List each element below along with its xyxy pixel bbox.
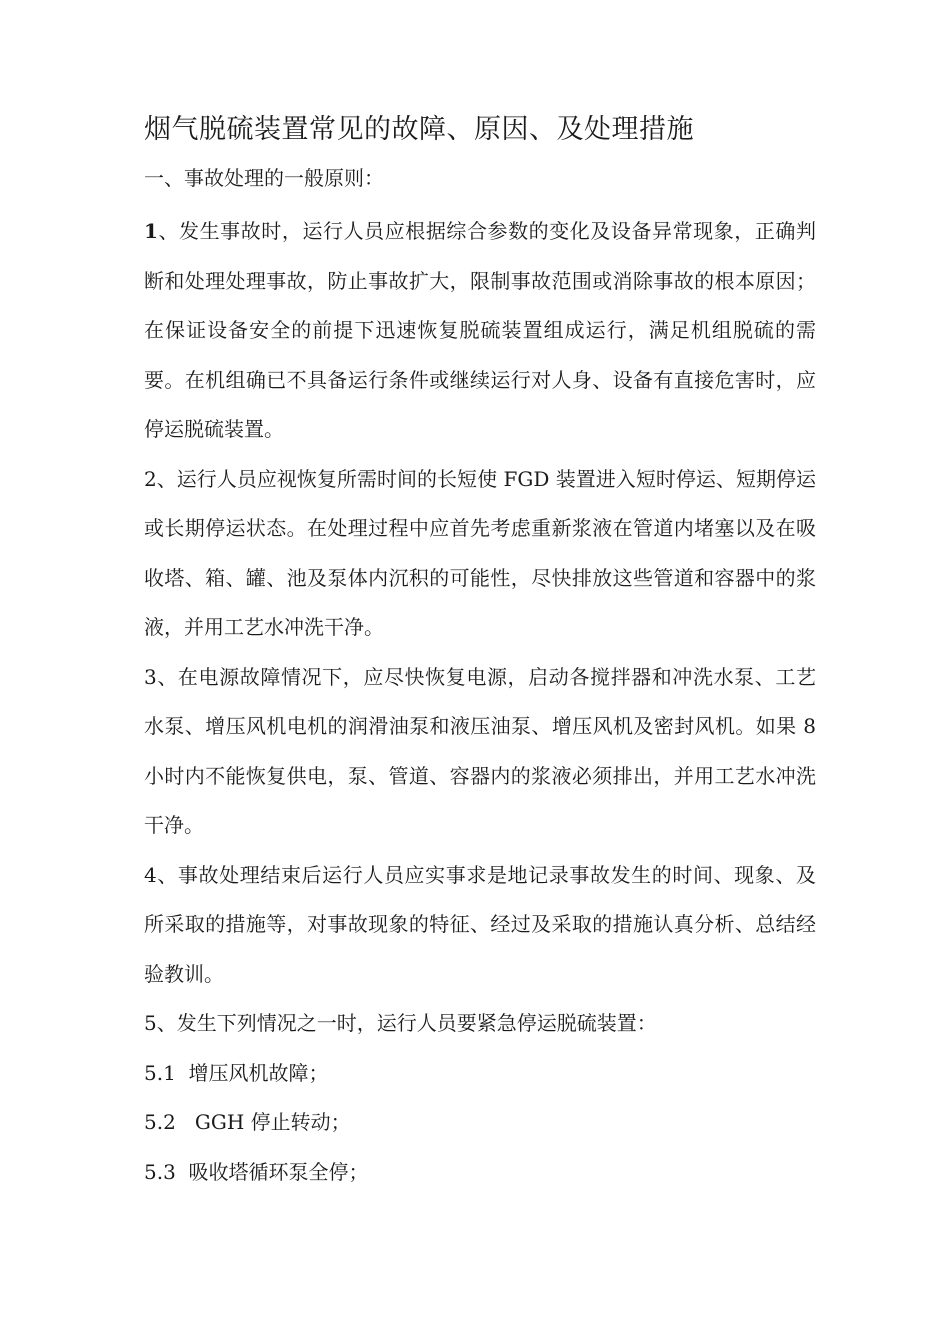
document-title: 烟气脱硫装置常见的故障、原因、及处理措施 (144, 114, 694, 145)
paragraph-1-number: 1 (144, 219, 158, 243)
paragraph-1 (144, 207, 816, 455)
section-heading: 一、事故处理的一般原则： (144, 166, 384, 190)
sub-item-5-3: 5.3 吸收塔循环泵全停； (144, 1159, 369, 1184)
paragraph-3: 3、在电源故障情况下，应尽快恢复电源，启动各搅拌器和冲洗水泵、工艺水泵、增压风机电机的润滑油泵和液压油泵、增压风机及密封风机。如果 8 小时内不能恢复供电，泵、管道、容器内的浆液必须排出，并用工艺水冲洗干净。 (144, 664, 816, 837)
sub-item-5-2: 5.2 GGH 停止转动； (144, 1110, 351, 1134)
paragraph-1-text: 、发生事故时，运行人员应根据综合参数的变化及设备异常现象，正确判断和处理处理事故，防止事故扩大，限制事故范围或消除事故的根本原因；在保证设备安全的前提下迅速恢复脱硫装置组成运行，满足机组脱硫的需要。在机组确已不具备运行条件或继续运行对人身、设备有直接危害时，应停运脱硫装置。 (144, 219, 816, 441)
paragraph-4: 4、事故处理结束后运行人员应实事求是地记录事故发生的时间、现象、及所采取的措施等，对事故现象的特征、经过及采取的措施认真分析、总结经验教训。 (144, 862, 816, 986)
paragraph-2: 2、运行人员应视恢复所需时间的长短使 FGD 装置进入短时停运、短期停运或长期停运状态。在处理过程中应首先考虑重新浆液在管道内堵塞以及在吸收塔、箱、罐、池及泵体内沉积的可能性，尽快排放这些管道和容器中的浆液，并用工艺水冲洗干净。 (144, 466, 816, 639)
document-body (144, 108, 816, 1197)
paragraph-5: 5、发生下列情况之一时，运行人员要紧急停运脱硫装置： (144, 1011, 657, 1035)
sub-item-5-1: 5.1 增压风机故障； (144, 1060, 329, 1085)
